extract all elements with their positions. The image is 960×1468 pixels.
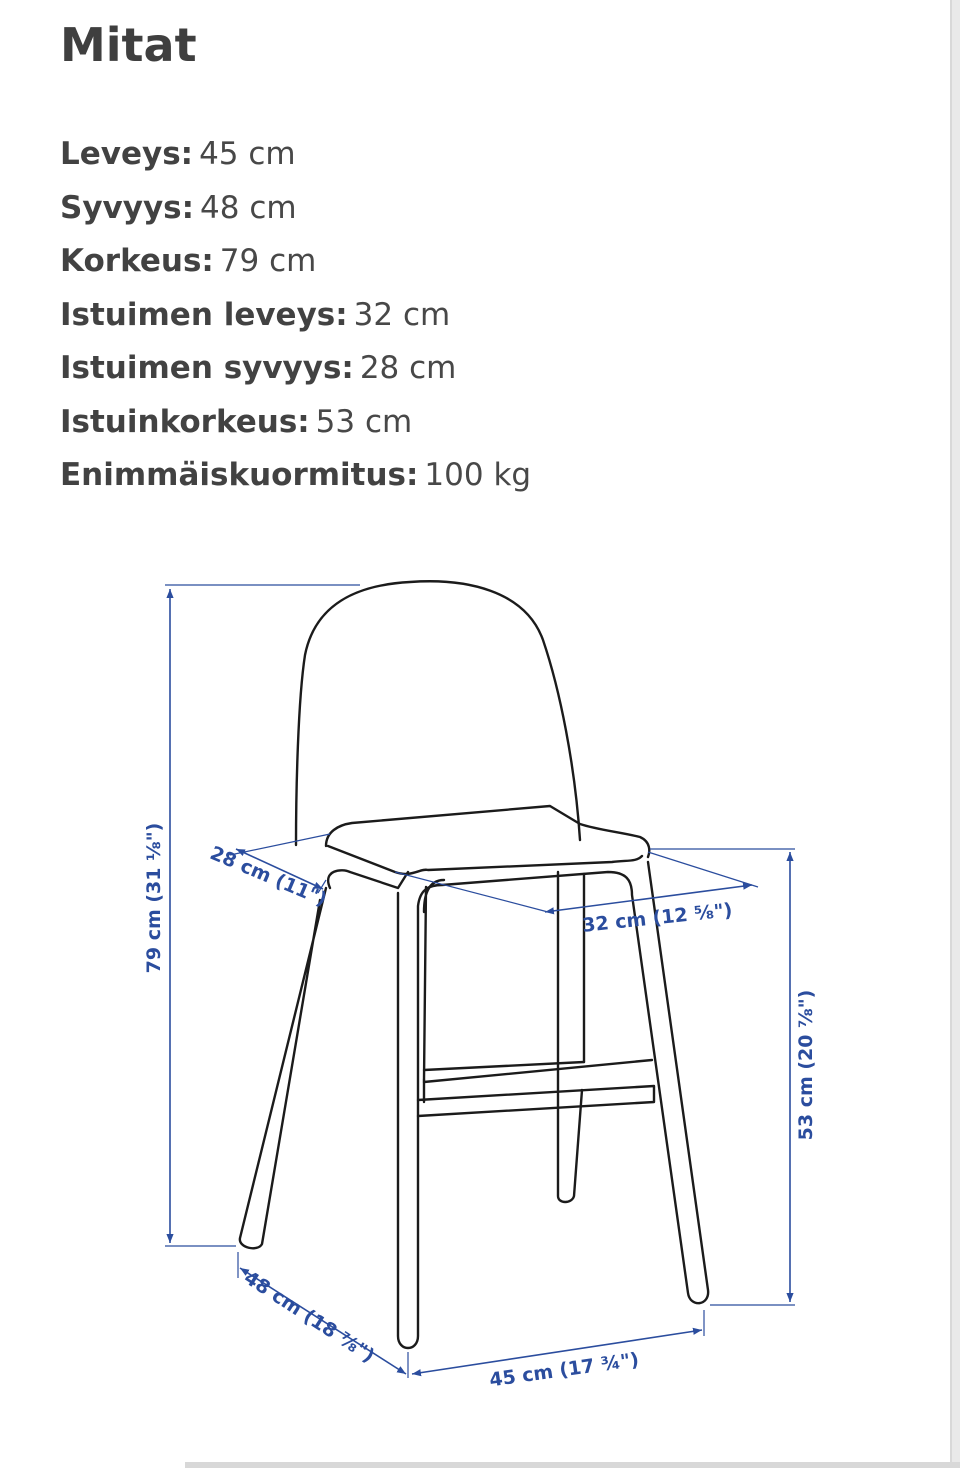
- seat-front-edge: [328, 846, 642, 874]
- front-right-leg: [398, 862, 708, 1348]
- spec-value: 48 cm: [200, 189, 297, 226]
- seat-width-dimension-label: 32 cm (12 ⅝"): [581, 899, 734, 937]
- spec-label: Istuimen syvyys:: [60, 350, 354, 386]
- backrest: [296, 581, 580, 845]
- depth-dimension-label: 48 cm (18 ⅞"): [240, 1266, 379, 1368]
- back-right-leg: [558, 872, 584, 1202]
- chair-outline: [240, 581, 708, 1348]
- seat-height-dimension-label: 53 cm (20 ⅞"): [795, 989, 817, 1141]
- spec-label: Istuinkorkeus:: [60, 403, 310, 440]
- spec-label: Syvyys:: [60, 189, 195, 226]
- rear-stretcher: [424, 1060, 652, 1082]
- height-dimension-label: 79 cm (31 ⅛"): [143, 822, 165, 974]
- back-left-leg: [424, 880, 444, 1080]
- spec-value: 79 cm: [219, 243, 317, 279]
- spec-value: 28 cm: [359, 350, 457, 386]
- spec-label: Istuimen leveys:: [60, 296, 348, 333]
- spec-value: 45 cm: [199, 136, 296, 172]
- spec-label: Enimmäiskuormitus:: [60, 457, 419, 493]
- dimension-lines: [165, 585, 795, 1378]
- spec-value: 32 cm: [353, 296, 451, 333]
- front-left-leg: [240, 870, 408, 1248]
- spec-label: Korkeus:: [60, 243, 214, 279]
- width-dimension-label: 45 cm (17 ¾"): [488, 1348, 641, 1392]
- spec-label: Leveys:: [60, 136, 194, 172]
- seat-depth-dimension-label: 28 cm (11"): [206, 842, 330, 911]
- spec-value: 53 cm: [315, 403, 413, 440]
- dimension-labels: [143, 823, 817, 1392]
- seat-top: [326, 806, 649, 857]
- front-stretcher: [418, 1086, 654, 1116]
- spec-value: 100 kg: [424, 457, 532, 493]
- page-title: Mitat: [60, 18, 197, 72]
